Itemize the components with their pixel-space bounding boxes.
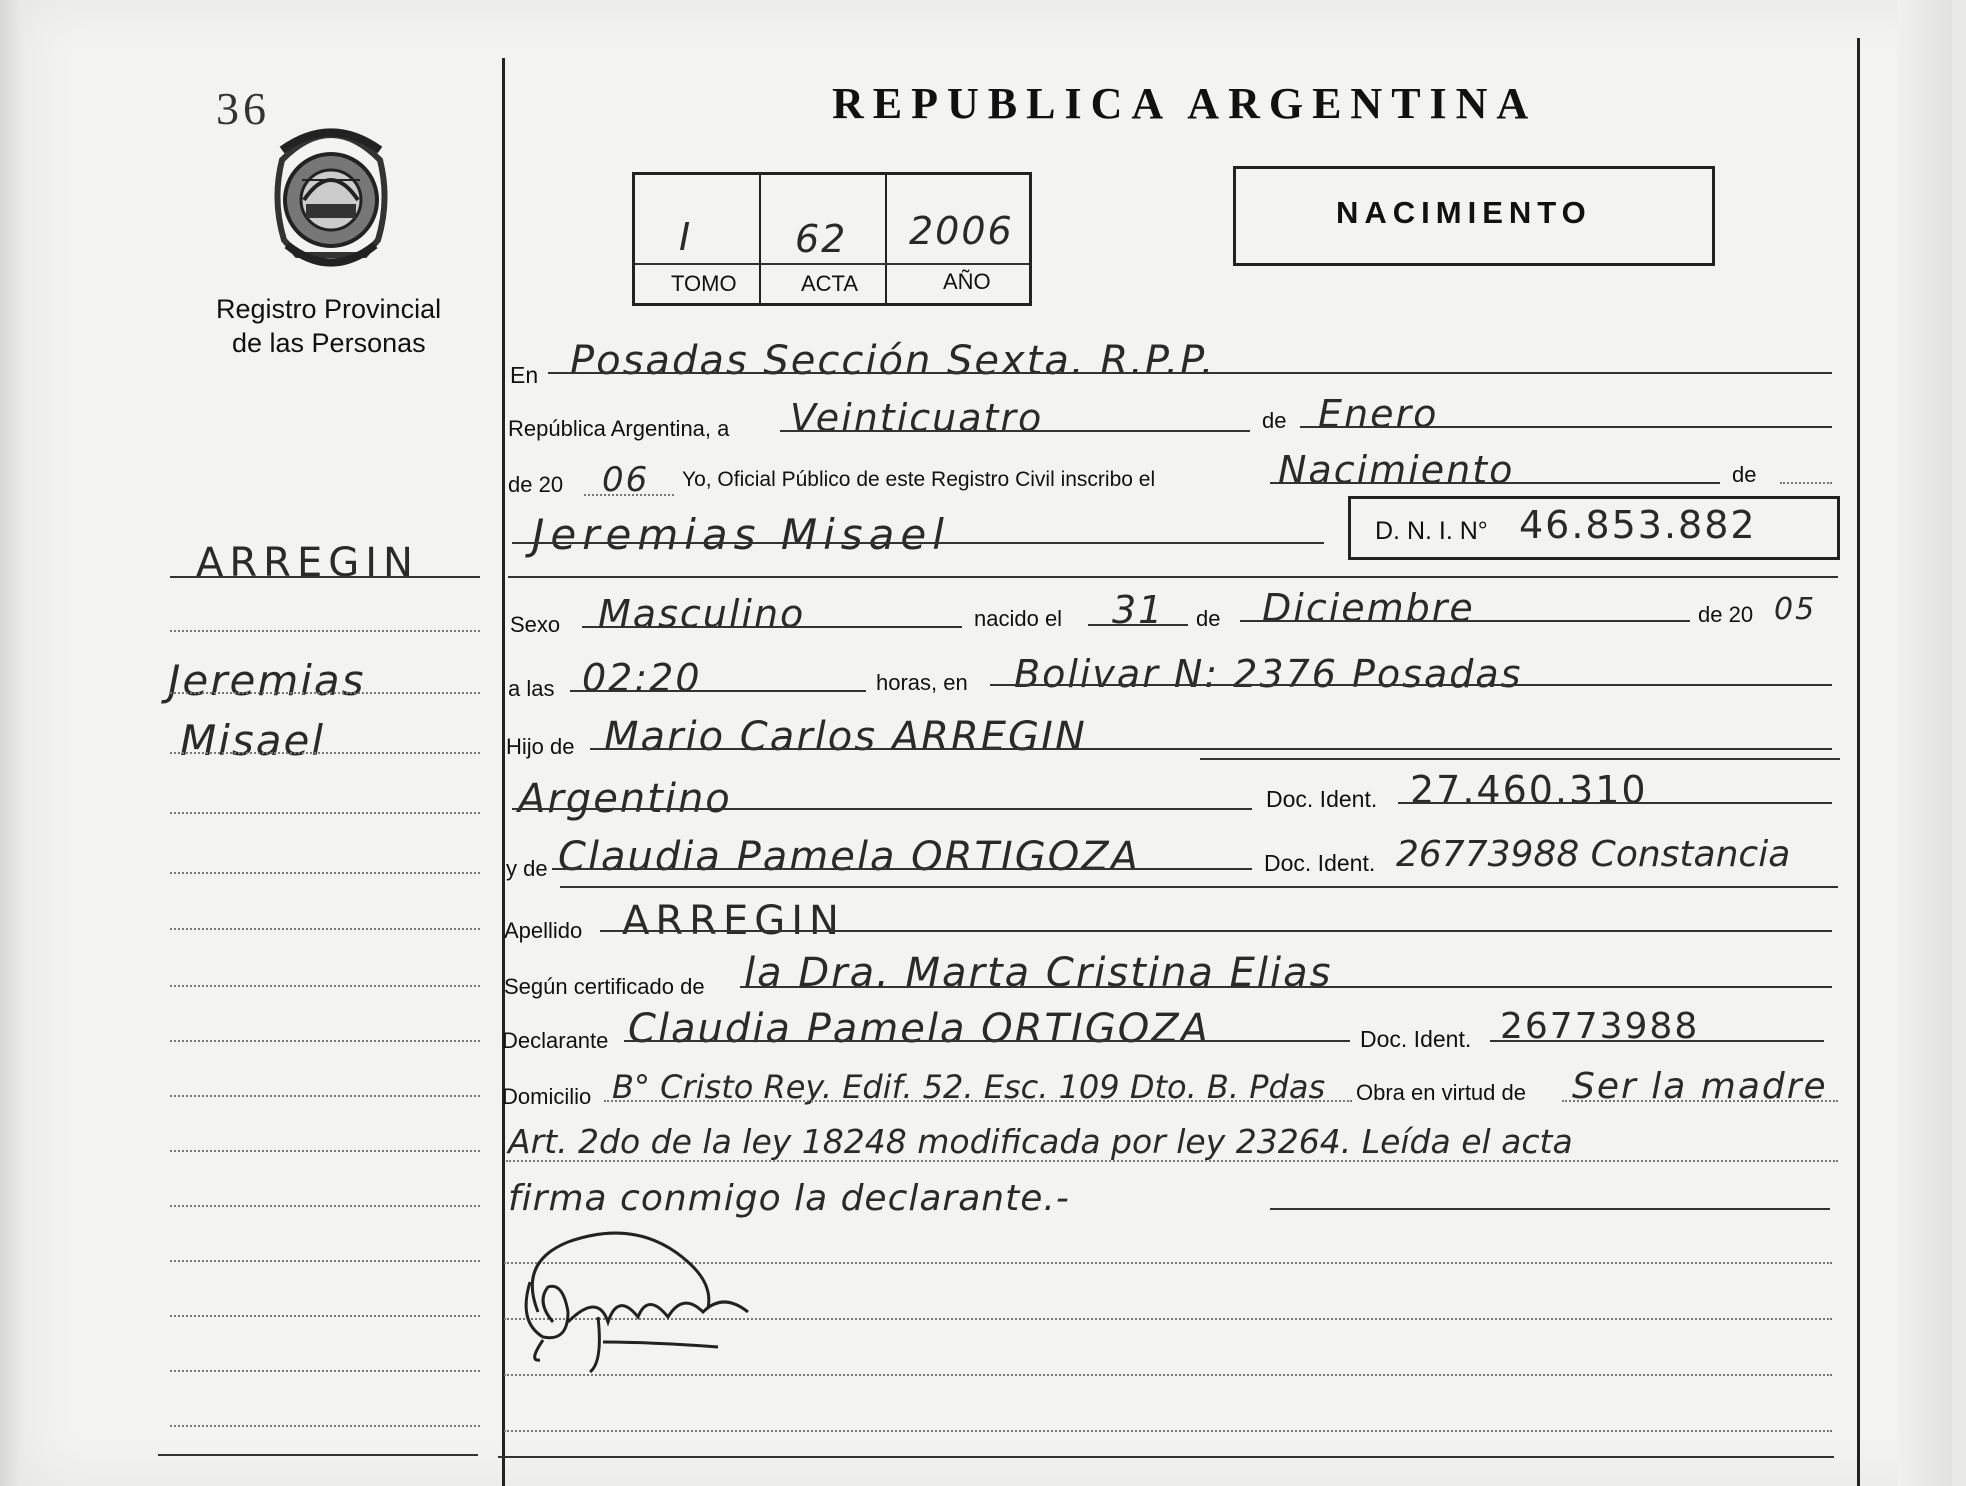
- label-hijo-de: Hijo de: [506, 734, 575, 759]
- value-nac-dia: 31: [1112, 588, 1165, 632]
- label-declarante: Declarante: [502, 1028, 609, 1053]
- label-y-de: y de: [506, 856, 548, 881]
- label-apellido: Apellido: [504, 918, 583, 943]
- label-doc-ident-1: Doc. Ident.: [1266, 786, 1378, 812]
- registry-name-line2: de las Personas: [232, 328, 426, 358]
- value-doc-declarante: 26773988: [1500, 1006, 1700, 1047]
- value-apellido: ARREGIN: [622, 898, 845, 944]
- label-de-20: de 20: [508, 472, 564, 497]
- record-type-box: [1233, 166, 1715, 266]
- value-dia: Veinticuatro: [790, 396, 1044, 440]
- value-hora: 02:20: [582, 656, 702, 700]
- right-border: [1857, 38, 1860, 1486]
- margin-name2: Misael: [180, 716, 326, 765]
- label-doc-ident-3: Doc. Ident.: [1360, 1026, 1472, 1052]
- label-doc-ident-2: Doc. Ident.: [1264, 850, 1376, 876]
- declarant-signature-icon: [508, 1222, 778, 1382]
- page-shadow: [1897, 0, 1952, 1486]
- page-edge: [0, 0, 22, 1486]
- value-dni: 46.853.882: [1519, 503, 1757, 547]
- page-number: 36: [216, 83, 270, 134]
- acta-value: 62: [795, 217, 848, 261]
- record-type: NACIMIENTO: [1336, 195, 1592, 230]
- value-nombre: Jeremias Misael: [532, 510, 950, 559]
- value-obra: Ser la madre: [1572, 1066, 1828, 1107]
- value-doc-madre: 26773988 Constancia: [1396, 834, 1791, 875]
- tomo-value: I: [679, 215, 693, 259]
- label-sexo: Sexo: [510, 612, 561, 637]
- value-lugar-nac: Bolivar N: 2376 Posadas: [1014, 652, 1523, 696]
- label-en: En: [510, 362, 539, 388]
- label-obra: Obra en virtud de: [1356, 1080, 1526, 1105]
- registry-name-line1: Registro Provincial: [216, 294, 442, 324]
- value-mes: Enero: [1318, 392, 1439, 436]
- label-de-2: de: [1196, 606, 1221, 631]
- label-republica: República Argentina, a: [508, 416, 730, 441]
- tomo-label: TOMO: [671, 271, 737, 296]
- label-domicilio: Domicilio: [502, 1084, 592, 1109]
- value-declarante: Claudia Pamela ORTIGOZA: [628, 1006, 1210, 1052]
- value-sexo: Masculino: [598, 592, 806, 636]
- acta-label: ACTA: [801, 271, 859, 296]
- value-padre: Mario Carlos ARREGIN: [604, 714, 1087, 760]
- label-horas-en: horas, en: [876, 670, 968, 695]
- value-nacionalidad: Argentino: [518, 776, 732, 822]
- label-de-end: de: [1732, 462, 1757, 487]
- value-certificado: la Dra. Marta Cristina Elias: [744, 950, 1333, 996]
- label-segun: Según certificado de: [504, 974, 705, 999]
- value-texto2: firma conmigo la declarante.-: [508, 1178, 1070, 1219]
- label-dni: D. N. I. N°: [1375, 517, 1488, 545]
- provincial-seal-icon: [262, 120, 400, 270]
- value-domicilio: B° Cristo Rey. Edif. 52. Esc. 109 Dto. B. Pdas: [612, 1068, 1326, 1106]
- margin-surname: ARREGIN: [196, 540, 419, 586]
- dni-box: [1348, 496, 1840, 560]
- value-nac-anio: 05: [1774, 592, 1817, 627]
- label-nacido: nacido el: [974, 606, 1063, 631]
- left-column-divider: [502, 58, 505, 1486]
- anio-label: AÑO: [943, 269, 991, 294]
- value-texto1: Art. 2do de la ley 18248 modificada por ley 23264. Leída el acta: [508, 1122, 1573, 1161]
- value-anio: 06: [602, 460, 650, 500]
- label-de-20b: de 20: [1698, 602, 1754, 627]
- value-nac-mes: Diciembre: [1262, 586, 1475, 630]
- label-a-las: a las: [508, 676, 555, 701]
- page-title: REPUBLICA ARGENTINA: [832, 79, 1538, 128]
- value-lugar: Posadas Sección Sexta. R.P.P.: [570, 338, 1216, 384]
- value-acto: Nacimiento: [1278, 448, 1515, 492]
- label-de: de: [1262, 408, 1287, 433]
- label-yo-oficial: Yo, Oficial Público de este Registro Civil inscribo el: [682, 468, 1156, 491]
- anio-value: 2006: [909, 209, 1014, 253]
- margin-name1: Jeremias: [168, 656, 366, 705]
- value-madre: Claudia Pamela ORTIGOZA: [558, 834, 1140, 880]
- value-doc-padre: 27.460.310: [1410, 768, 1648, 812]
- reference-table: [632, 172, 1032, 306]
